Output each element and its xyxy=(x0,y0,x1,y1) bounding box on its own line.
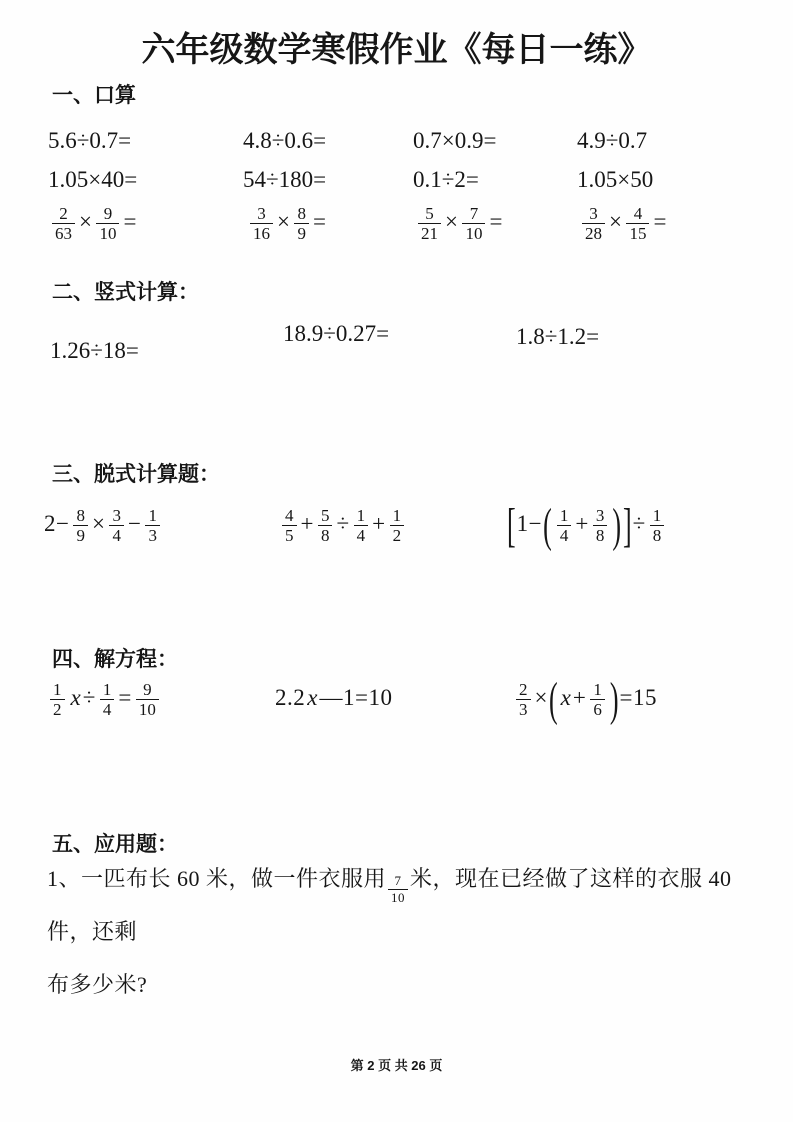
fraction-denominator: 8 xyxy=(650,525,665,546)
fraction-numerator: 7 xyxy=(469,203,479,223)
math-text: 1、一匹布长 60 米，做一件衣服用 xyxy=(47,866,387,891)
math-fraction xyxy=(96,204,119,244)
section-heading-vertical: 二、竖式计算： xyxy=(52,281,199,304)
math-text: + xyxy=(300,511,314,536)
math-fraction xyxy=(354,506,369,546)
math-text: ÷ xyxy=(336,511,350,536)
math-text: 布多少米? xyxy=(47,972,148,998)
math-fraction xyxy=(390,506,405,546)
math-text: = xyxy=(653,209,667,234)
math-variable: x xyxy=(307,685,318,710)
stepwise-expression xyxy=(278,498,408,550)
fraction-numerator: 7 xyxy=(394,873,402,889)
fraction-numerator: 2 xyxy=(59,203,68,223)
fraction-denominator: 4 xyxy=(100,699,115,720)
oral-item: 1.05×50 xyxy=(577,167,654,192)
math-bracket: ) xyxy=(612,497,621,552)
oral-fraction-item xyxy=(578,196,667,248)
fraction-denominator: 21 xyxy=(418,223,441,244)
word-problem-1 xyxy=(47,852,753,1011)
stepwise-expression xyxy=(44,498,164,550)
fraction-numerator: 1 xyxy=(652,505,662,525)
math-fraction xyxy=(73,506,88,546)
fraction-denominator: 9 xyxy=(73,525,88,546)
fraction-numerator: 2 xyxy=(519,679,528,699)
fraction-denominator: 10 xyxy=(462,223,485,244)
fraction-numerator: 1 xyxy=(356,505,366,525)
math-text: × xyxy=(609,209,623,234)
math-fraction xyxy=(145,506,160,546)
fraction-numerator: 1 xyxy=(392,505,402,525)
oral-fraction-item xyxy=(48,196,137,248)
equation-expression xyxy=(275,672,392,724)
math-text: + xyxy=(572,685,587,710)
fraction-denominator: 4 xyxy=(354,525,369,546)
math-fraction xyxy=(516,680,531,720)
oral-fraction-item xyxy=(414,196,503,248)
fraction-numerator: 4 xyxy=(285,505,294,525)
oral-item: 0.7×0.9= xyxy=(413,128,497,153)
fraction-denominator: 5 xyxy=(282,525,297,546)
fraction-numerator: 1 xyxy=(559,505,569,525)
oral-item: 4.9÷0.7 xyxy=(577,128,648,153)
math-bracket: [ xyxy=(507,497,516,552)
math-fraction xyxy=(582,204,605,244)
math-text: × xyxy=(445,209,459,234)
math-text: = xyxy=(118,685,132,710)
math-bracket: ] xyxy=(622,497,632,552)
fraction-denominator: 6 xyxy=(590,699,605,720)
fraction-denominator: 2 xyxy=(50,699,65,720)
fraction-denominator: 4 xyxy=(557,525,572,546)
fraction-denominator: 28 xyxy=(582,223,605,244)
vertical-item: 18.9÷0.27= xyxy=(283,321,390,346)
math-text: ÷ xyxy=(82,685,96,710)
oral-item: 54÷180= xyxy=(243,167,327,192)
math-text: − xyxy=(127,511,142,536)
math-fraction xyxy=(250,204,273,244)
fraction-denominator: 4 xyxy=(109,525,124,546)
fraction-numerator: 1 xyxy=(53,679,62,699)
math-bracket: ( xyxy=(548,671,558,726)
math-fraction xyxy=(418,204,441,244)
fraction-numerator: 4 xyxy=(633,203,643,223)
math-text: 2− xyxy=(44,511,70,536)
math-fraction xyxy=(557,506,572,546)
fraction-numerator: 3 xyxy=(112,505,121,525)
oral-fraction-item xyxy=(246,196,326,248)
section-heading-equations: 四、解方程： xyxy=(52,648,178,671)
fraction-denominator: 10 xyxy=(136,699,159,720)
fraction-numerator: 9 xyxy=(143,679,152,699)
oral-item: 0.1÷2= xyxy=(413,167,479,192)
math-fraction xyxy=(294,204,309,244)
fraction-denominator: 8 xyxy=(318,525,333,546)
math-fraction xyxy=(282,506,297,546)
page-title: 六年级数学寒假作业《每日一练》 xyxy=(141,31,652,69)
math-fraction xyxy=(136,680,159,720)
math-text: = xyxy=(123,209,137,234)
math-text: = xyxy=(312,209,327,234)
math-bracket: ) xyxy=(609,671,619,726)
math-text: = xyxy=(489,209,503,234)
math-text: 米，现在已经做了这样的衣服 40 件，还剩 xyxy=(47,866,732,945)
math-variable: x xyxy=(560,685,571,710)
math-text: ÷ xyxy=(632,511,646,536)
fraction-denominator: 9 xyxy=(294,223,309,244)
section-heading-oral: 一、口算 xyxy=(52,84,136,107)
page-number-footer: 第 2 页 共 26 页 xyxy=(350,1058,443,1073)
oral-item: 1.05×40= xyxy=(48,167,138,192)
fraction-numerator: 1 xyxy=(148,505,157,525)
section-heading-word-problems: 五、应用题： xyxy=(52,833,178,856)
math-text: × xyxy=(79,209,93,234)
math-bracket: ( xyxy=(543,497,552,552)
math-fraction xyxy=(100,680,115,720)
fraction-denominator: 8 xyxy=(593,525,608,546)
math-variable: x xyxy=(70,685,81,710)
math-fraction xyxy=(109,506,124,546)
vertical-item: 1.26÷18= xyxy=(50,338,139,363)
vertical-item: 1.8÷1.2= xyxy=(516,324,600,349)
equation-expression xyxy=(46,672,163,724)
fraction-numerator: 8 xyxy=(297,203,306,223)
math-text: 15 xyxy=(633,685,658,710)
section-heading-stepwise: 三、脱式计算题： xyxy=(52,463,220,486)
math-fraction xyxy=(50,680,65,720)
math-text: + xyxy=(575,511,589,536)
fraction-numerator: 9 xyxy=(103,203,113,223)
fraction-denominator: 10 xyxy=(388,889,408,905)
stepwise-expression xyxy=(506,498,668,550)
math-text: × xyxy=(534,685,548,710)
math-text: × xyxy=(277,209,291,234)
math-text: × xyxy=(91,511,106,536)
fraction-numerator: 5 xyxy=(425,203,434,223)
math-fraction xyxy=(626,204,649,244)
oral-item: 4.8÷0.6= xyxy=(243,128,327,153)
fraction-numerator: 5 xyxy=(320,505,330,525)
fraction-denominator: 10 xyxy=(96,223,119,244)
math-fraction xyxy=(388,874,408,905)
fraction-denominator: 2 xyxy=(390,525,405,546)
math-fraction xyxy=(650,506,665,546)
fraction-denominator: 3 xyxy=(516,699,531,720)
math-text: —1=10 xyxy=(319,685,393,710)
math-fraction xyxy=(593,506,608,546)
fraction-numerator: 3 xyxy=(589,203,598,223)
math-text: = xyxy=(619,685,634,710)
math-text: 1− xyxy=(516,511,543,536)
math-fraction xyxy=(590,680,605,720)
fraction-denominator: 16 xyxy=(250,223,273,244)
fraction-numerator: 1 xyxy=(593,679,602,699)
oral-item: 5.6÷0.7= xyxy=(48,128,132,153)
fraction-numerator: 8 xyxy=(76,505,85,525)
fraction-denominator: 15 xyxy=(626,223,649,244)
math-fraction xyxy=(52,204,75,244)
math-fraction xyxy=(318,506,333,546)
math-text: 2.2 xyxy=(275,685,306,710)
fraction-denominator: 3 xyxy=(145,525,160,546)
fraction-numerator: 3 xyxy=(595,505,605,525)
fraction-numerator: 3 xyxy=(257,203,266,223)
equation-expression xyxy=(512,672,657,724)
math-text: + xyxy=(372,511,386,536)
fraction-numerator: 1 xyxy=(102,679,112,699)
fraction-denominator: 63 xyxy=(52,223,75,244)
math-fraction xyxy=(462,204,485,244)
